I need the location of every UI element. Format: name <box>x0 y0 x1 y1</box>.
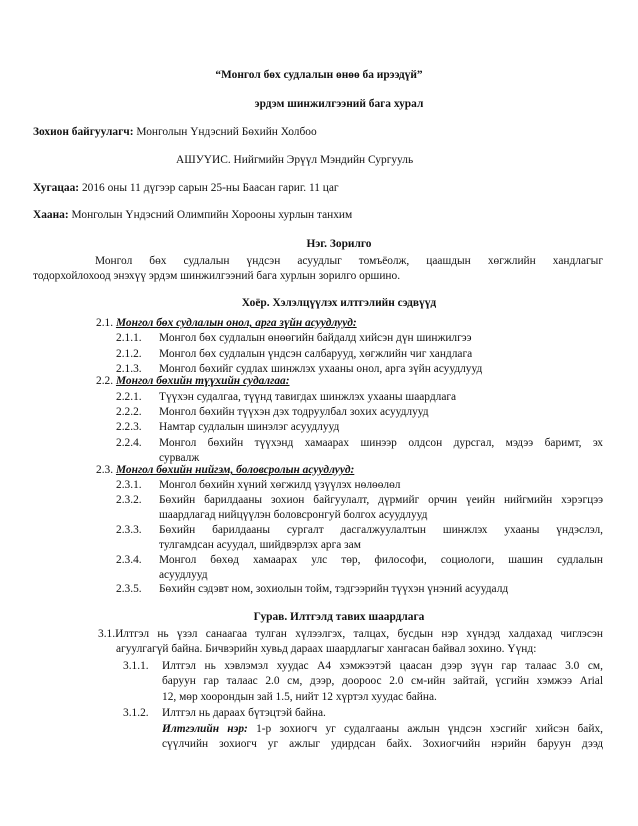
section-3-intro-line-2: агуулгагүй байна. Бичвэрийн хувьд дараах шаардлагыг хангасан байвал зохино. Үүнд: <box>116 643 537 655</box>
item-number: 2.3.4. <box>116 554 142 566</box>
section-2-1 <box>96 316 357 331</box>
item-number: 2.2.4. <box>116 437 142 449</box>
item-text: Монгол бөх судлалын өнөөгийн байдалд хийсэн дүн шинжилгээ <box>159 332 472 344</box>
organizer-label: Зохион байгуулагч: <box>33 126 134 138</box>
section-1-paragraph-line-2: тодорхойлохоод энэхүү эрдэм шинжилгээний бага хурлын зорилго оршино. <box>33 270 401 282</box>
organizer-value-1: Монголын Үндэсний Бөхийн Холбоо <box>136 126 317 138</box>
item-text: шаардлагад нийцүүлэн боловсронгуй болгох асуудлууд <box>159 509 428 521</box>
section-3-intro-line-1: 3.1.Илтгэл нь үзэл санаагаа тулган хүлээлгэх, талцах, бусдын нэр хүндэд халдахад чиглэсэн <box>98 628 603 640</box>
section-2-heading: Хоёр. Хэлэлцүүлэх илтгэлийн сэдвүүд <box>241 297 437 309</box>
organizer-line <box>33 125 317 140</box>
date-line <box>33 181 339 196</box>
item-number: 2.2.1. <box>116 391 142 403</box>
item-number: 3.1.2. <box>123 707 149 719</box>
item-text <box>162 722 603 737</box>
item-text: Намтар судлалын шинэлэг асуудлууд <box>159 421 340 433</box>
item-number: 2.3.3. <box>116 524 142 536</box>
item-text: Илтгэл нь дараах бүтэцтэй байна. <box>162 707 326 719</box>
title-line-2: эрдэм шинжилгээний бага хурал <box>254 98 424 110</box>
item-number: 2.1.1. <box>116 332 142 344</box>
item-text: Монгол бөхийн түүхэн дэх тодруулбал зохих асуудлууд <box>159 406 429 418</box>
item-text: Монгол бөх судлалын үндсэн салбарууд, хөгжлийн чиг хандлага <box>159 348 473 360</box>
place-value: Монголын Үндэсний Олимпийн Хорооны хурлын танхим <box>71 209 353 221</box>
item-text: Монгол бөхийн түүхэнд хамаарах шинээр олдсон дурсгал, мэдээ баримт, эх <box>159 437 603 449</box>
item-number: 2.1.2. <box>116 348 142 360</box>
item-number: 3.1.1. <box>123 660 149 672</box>
item-title: Монгол бөхийн түүхийн судалгаа: <box>115 375 290 387</box>
item-title: Монгол бөхийн нийгэм, боловсролын асуудлууд: <box>115 464 355 476</box>
item-number: 2.3.2. <box>116 494 142 506</box>
section-1-paragraph-line-1: Монгол бөх судлалын үндсэн асуудлыг томъёолж, цаашдын хөгжлийн хандлагыг <box>95 255 603 267</box>
item-title: Монгол бөх судлалын онол, арга зүйн асуудлууд: <box>115 317 357 329</box>
item-text: Монгол бөхөд хамаарах улс төр, философи, социологи, шашин судлалын <box>159 554 603 566</box>
item-text: Бөхийн барилдааны сургалт дасгалжуулалтын шинжлэх ухааны үндэслэл, <box>159 524 603 536</box>
item-number: 2.3. <box>96 464 114 476</box>
section-1-heading: Нэг. Зорилго <box>306 238 372 250</box>
item-text: Бөхийн барилдааны зохион байгуулалт, дүрмийг орчин үеийн нийгмийн хэрэгцээ <box>159 494 603 506</box>
paper-title-text: 1-р зохиогч уг судалгааны ажлын үндсэн хэсгийг хийсэн байх, <box>247 723 603 735</box>
item-number: 2.2. <box>96 375 114 387</box>
item-text: сурвалж <box>159 452 200 464</box>
item-text: Түүхэн судалгаа, түүнд тавигдах шинжлэх ухааны шаардлага <box>159 391 457 403</box>
section-2-3 <box>96 463 354 478</box>
organizer-value-2: АШУҮИС. Нийгмийн Эрүүл Мэндийн Сургууль <box>176 154 414 166</box>
item-text: 12, мөр хоорондын зай 1.5, нийт 12 хүртэл хуудас байна. <box>162 691 437 703</box>
item-number: 2.2.2. <box>116 406 142 418</box>
item-text: Бөхийн сэдэвт ном, зохиолын тойм, тэдгээрийн түүхэн үнэний асуудалд <box>159 583 509 595</box>
item-number: 2.3.5. <box>116 583 142 595</box>
item-text: асуудлууд <box>159 569 208 581</box>
item-text: Илтгэл нь хэвлэмэл хуудас А4 хэмжээтэй цаасан дээр зүүн гар талаас 3.0 см, <box>162 660 603 672</box>
title-line-1: “Монгол бөх судлалын өнөө ба ирээдүй” <box>215 69 423 81</box>
item-number: 2.2.3. <box>116 421 142 433</box>
section-3-heading: Гурав. Илтгэлд тавих шаардлага <box>253 611 425 623</box>
item-number: 2.1. <box>96 317 114 329</box>
section-2-2 <box>96 374 290 389</box>
place-line <box>33 208 352 223</box>
date-label: Хугацаа: <box>33 182 80 194</box>
item-text: Монгол бөхийг судлах шинжлэх ухааны онол, арга зүйн асуудлууд <box>159 363 483 375</box>
item-text: баруун гар талаас 2.0 см, дээр, доороос 2.0 см-ийн зайтай, үсгийн хэмжээ Arial <box>162 675 603 687</box>
item-number: 2.3.1. <box>116 479 142 491</box>
place-label: Хаана: <box>33 209 69 221</box>
paper-title-label: Илтгэлийн нэр: <box>162 723 248 735</box>
item-text: тулгамдсан асуудал, шийдвэрлэх арга зам <box>159 539 361 551</box>
item-text: Монгол бөхийн хүний хөгжилд үзүүлэх нөлөөлөл <box>159 479 401 491</box>
item-text: сүүлчийн зохиогч уг ажлыг удирдсан байх. Зохиогчийн нэрийн баруун дээд <box>162 738 603 750</box>
item-number: 2.1.3. <box>116 363 142 375</box>
date-value: 2016 оны 11 дүгээр сарын 25-ны Баасан гариг. 11 цаг <box>81 182 339 194</box>
